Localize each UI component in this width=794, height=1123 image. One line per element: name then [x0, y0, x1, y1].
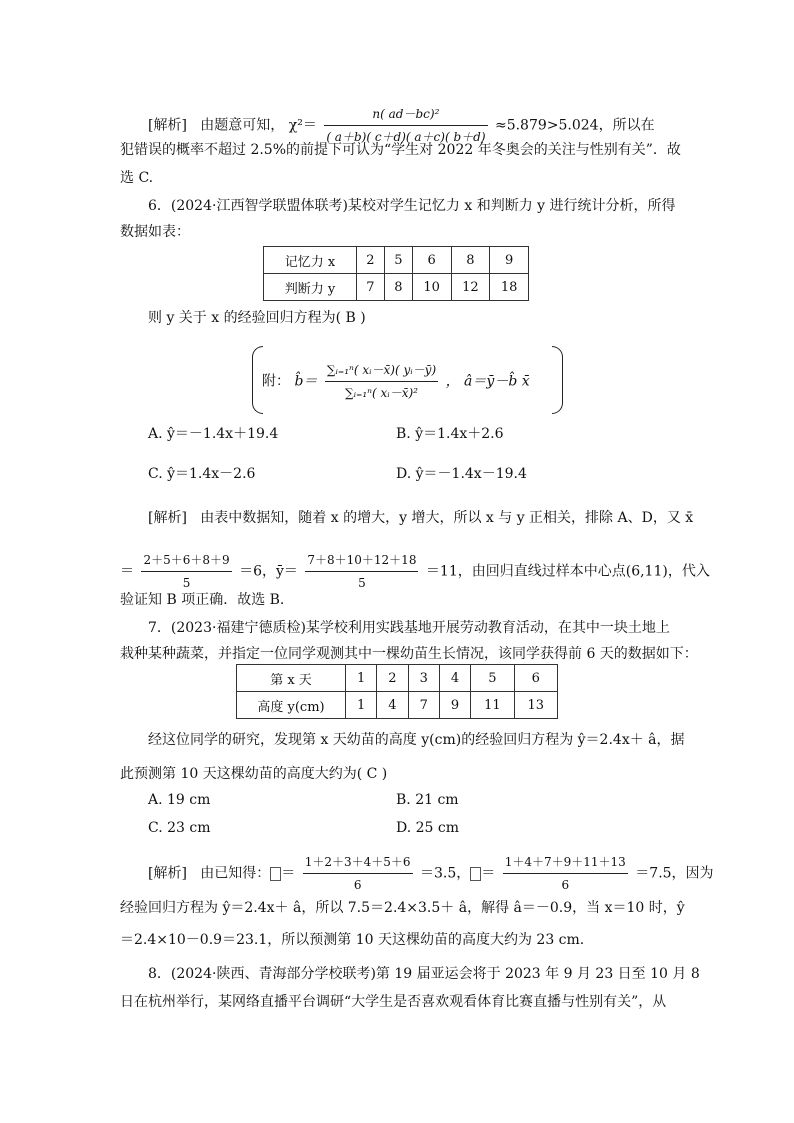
- analysis-label: [解析]: [148, 865, 187, 882]
- q7-solution-2: 经验回归方程为 ŷ＝2.4x＋ â，所以 7.5＝2.4×3.5＋ â，解得 â＝－0.9，当 x＝10 时，ŷ: [120, 900, 685, 916]
- q6-option-c: C. ŷ＝1.4x－2.6: [148, 466, 256, 482]
- p5-line-3: 选 C.: [120, 170, 154, 186]
- y-mean-fraction: $\frac{1+4+7+9+11+13}{6}$: [503, 852, 628, 895]
- table-row: 高度 y(cm) 1 4 7 9 11 13: [237, 692, 558, 719]
- analysis-label: [解析]: [148, 510, 187, 526]
- q7-line-1: 7．(2023·福建宁德质检)某学校利用实践基地开展劳动教育活动，在其中一块土地上: [148, 620, 670, 636]
- q7-line-3: 经这位同学的研究，发现第 x 天幼苗的高度 y(cm)的经验回归方程为 ŷ＝2.4x＋ â，据: [148, 732, 685, 748]
- q8-line-1: 8．(2024·陕西、青海部分学校联考)第 19 届亚运会将于 2023 年 9 月 23 日至 10 月 8: [148, 966, 700, 982]
- q6-formula: 附： b̂＝ $\frac{\text{∑ᵢ₌₁ⁿ( xᵢ－x̄)( yᵢ－ȳ)}}{\text{∑ᵢ₌₁ⁿ( xᵢ－x̄)²}}$ ， â＝ȳ－b̂ x̄: [262, 360, 530, 403]
- q6-data-table: [263, 246, 529, 301]
- q6-option-b: B. ŷ＝1.4x＋2.6: [396, 426, 504, 442]
- q7-line-2: 栽种某种蔬菜，并指定一位同学观测其中一棵幼苗生长情况，该同学获得前 6 天的数据如下：: [120, 646, 698, 662]
- analysis-label: [解析]: [148, 117, 187, 134]
- q7-option-d: D. 25 cm: [396, 820, 460, 836]
- p5-line-2: 犯错误的概率不超过 2.5%的前提下可认为“学生对 2022 年冬奥会的关注与性别有关”．故: [120, 142, 681, 158]
- q7-solution-1: [解析] 由已知得： ＝ $\frac{1+2+3+4+5+6}{6}$ ＝3.5， ＝ $\frac{1+4+7+9+11+13}{6}$ ＝7.5，因为: [148, 852, 714, 895]
- q8-line-2: 日在杭州举行，某网络直播平台调研“大学生是否喜欢观看体育比赛直播与性别有关”，从: [120, 994, 667, 1010]
- q6-option-d: D. ŷ＝－1.4x－19.4: [396, 466, 527, 482]
- q6-option-a: A. ŷ＝－1.4x＋19.4: [148, 426, 279, 442]
- q7-option-c: C. 23 cm: [148, 820, 211, 836]
- y-mean-fraction: $\frac{7+8+10+12+18}{5}$: [305, 550, 418, 593]
- q6-question: 则 y 关于 x 的经验回归方程为( B ): [148, 310, 366, 326]
- q7-option-a: A. 19 cm: [148, 792, 211, 808]
- q7-line-4: 此预测第 10 天这棵幼苗的高度大约为( C ): [120, 766, 388, 782]
- b-hat-fraction: $\frac{\text{∑ᵢ₌₁ⁿ( xᵢ－x̄)( yᵢ－ȳ)}}{\text{∑ᵢ₌₁ⁿ( xᵢ－x̄)²}}$: [325, 360, 438, 403]
- table-row: 记忆力 x 2 5 6 8 9: [264, 247, 529, 274]
- q6-solution-1: [解析] 由表中数据知，随着 x 的增大，y 增大，所以 x 与 y 正相关，排除 A、D，又 x̄: [148, 510, 694, 526]
- table-row: 第 x 天 1 2 3 4 5 6: [237, 665, 558, 692]
- missing-glyph-icon: [470, 867, 481, 881]
- right-paren: [552, 346, 563, 414]
- q7-option-b: B. 21 cm: [396, 792, 459, 808]
- q6-solution-3: 验证知 B 项正确．故选 B.: [120, 592, 285, 608]
- q6-solution-2: ＝ $\frac{2+5+6+8+9}{5}$ ＝6，ȳ＝ $\frac{7+8+10+12+18}{5}$ ＝11，由回归直线过样本中心点(6,11)，代入: [120, 550, 710, 593]
- q7-solution-3: ＝2.4×10－0.9＝23.1，所以预测第 10 天这棵幼苗的高度大约为 23 cm.: [120, 932, 585, 948]
- missing-glyph-icon: [270, 867, 281, 881]
- chi-square-fraction: $\frac{\text{n( ad－bc)²}}{( a+b)( c+d)( a+c)( b+d)}$: [324, 104, 487, 147]
- x-mean-fraction: $\frac{1+2+3+4+5+6}{6}$: [303, 852, 413, 895]
- x-mean-fraction: $\frac{2+5+6+8+9}{5}$: [141, 550, 231, 593]
- p5-line-1: [解析] 由题意可知， χ²＝ $\frac{\text{n( ad－bc)²}}{( a+b)( c+d)( a+c)( b+d)}$ ≈5.879>5.024，所以在: [148, 104, 655, 147]
- table-row: 判断力 y 7 8 10 12 18: [264, 274, 529, 301]
- q7-data-table: [236, 664, 558, 719]
- q6-line-2: 数据如表：: [120, 224, 190, 240]
- q6-line-1: 6．(2024·江西智学联盟体联考)某校对学生记忆力 x 和判断力 y 进行统计分析，所得: [148, 198, 676, 214]
